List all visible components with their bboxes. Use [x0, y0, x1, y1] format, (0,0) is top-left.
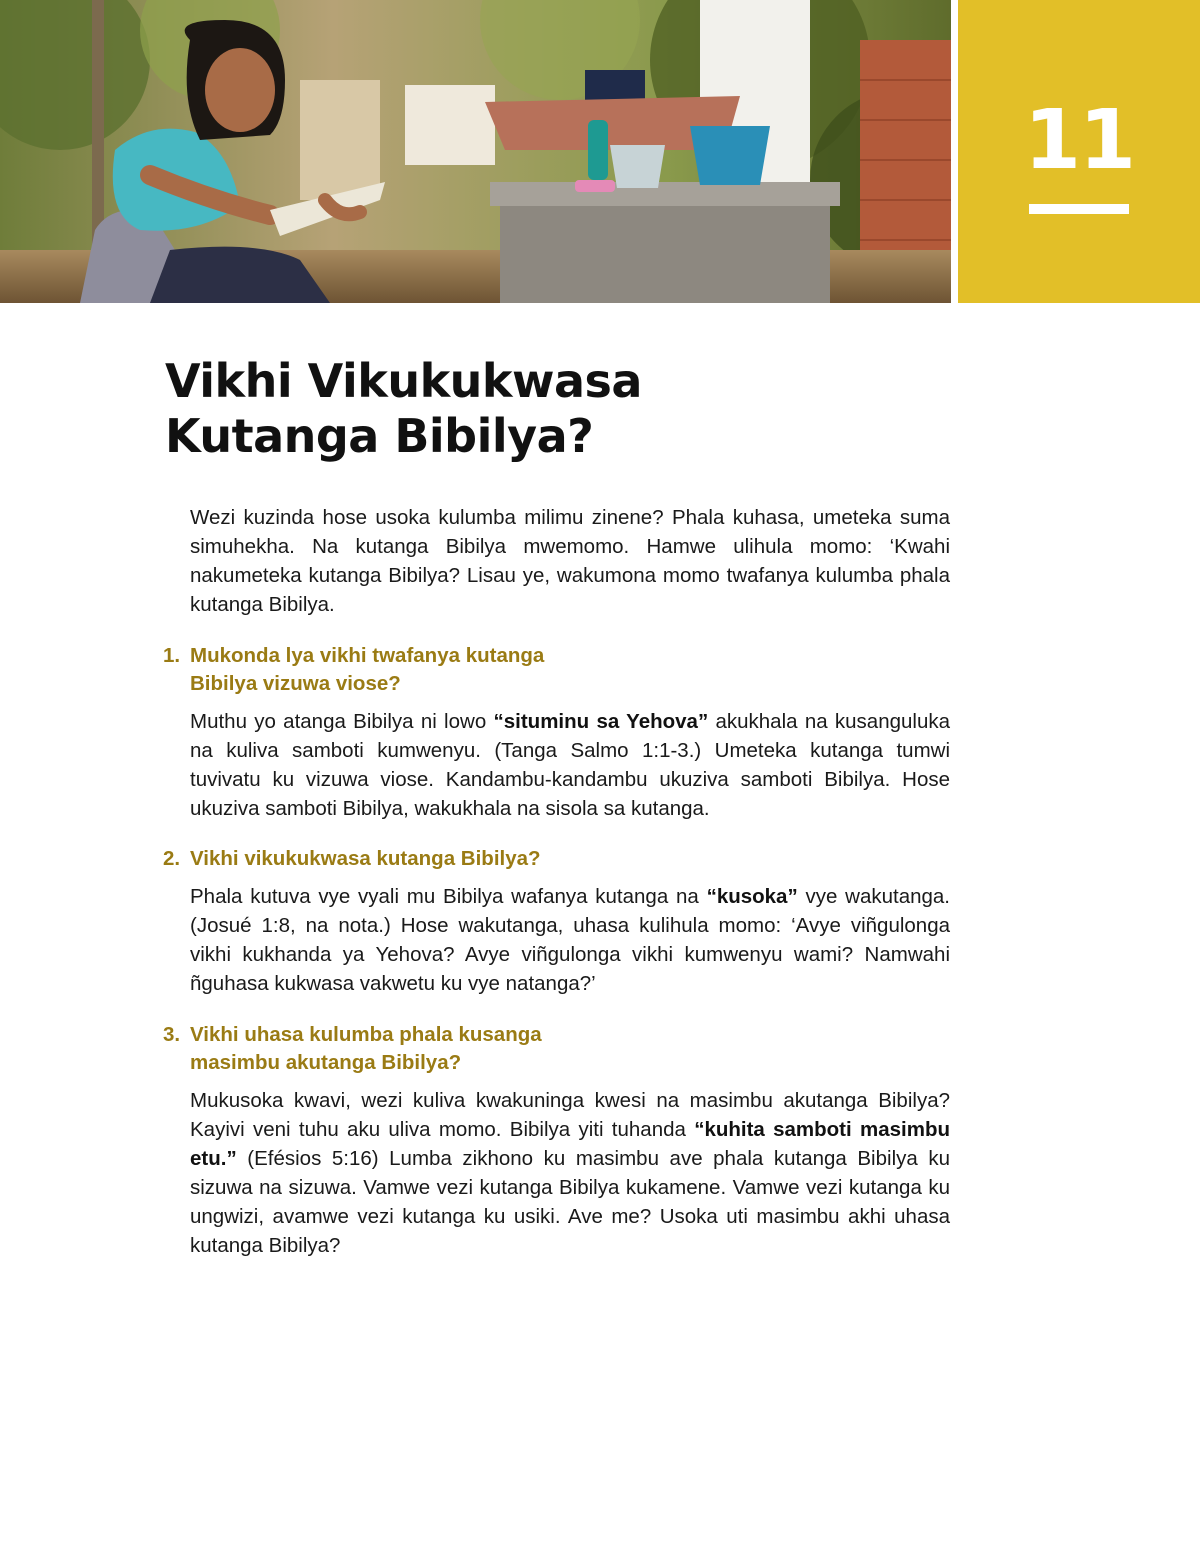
question-text-line2: masimbu akutanga Bibilya? — [190, 1051, 462, 1074]
paragraph-text: vye wakutanga. (Josué 1:8, na nota.) Hose wakutanga, uhasa kulihula momo: ‘Avye viñgulonga vikhi kukhanda ya Yehova? Avye viñgulonga vikhi kumwenyu wami? Namwahi ñguhasa kukwasa vakwetu ku vye natanga?’ — [190, 885, 950, 995]
emphasis-text: “situminu sa Yehova” — [493, 710, 709, 733]
question-heading-2 — [163, 845, 541, 873]
emphasis-text: “kusoka” — [706, 885, 798, 908]
question-heading-1 — [163, 642, 544, 698]
title-line-2: Kutanga Bibilya? — [165, 409, 594, 463]
intro-paragraph: Wezi kuzinda hose usoka kulumba milimu zinene? Phala kuhasa, umeteka suma simuhekha. Na kutanga Bibilya mwemomo. Hamwe ulihula momo: ‘Kwahi nakumeteka kutanga Bibilya? Lisau ye, wakumona momo twafanya kulumba phala kutanga Bibilya. — [190, 506, 950, 616]
paragraph-text: Phala kutuva vye vyali mu Bibilya wafanya kutanga na — [190, 885, 707, 908]
paragraph-text: (Efésios 5:16) Lumba zikhono ku masimbu ave phala kutanga Bibilya ku sizuwa na sizuwa. Vamwe vezi kutanga Bibilya kukamene. Vamwe vezi kutanga ku ungwizi, avamwe vezi kutanga ku usiki. Ave me? Usoka uti masimbu akhi uhasa kutanga Bibilya? — [190, 1147, 950, 1257]
answer-paragraph-3 — [190, 1086, 950, 1260]
page-title — [165, 354, 642, 464]
question-text-line1: Mukonda lya vikhi twafanya kutanga — [190, 644, 545, 667]
paragraph-text: Muthu yo atanga Bibilya ni lowo — [190, 710, 494, 733]
question-number: 2. — [163, 847, 181, 870]
title-line-1: Vikhi Vikukukwasa — [165, 354, 642, 408]
question-text-line2: Bibilya vizuwa viose? — [190, 672, 401, 695]
answer-paragraph-1 — [190, 707, 950, 823]
lesson-number-underline — [1029, 204, 1129, 214]
woman-reading-bible-illustration — [0, 0, 951, 303]
question-text-line1: Vikhi uhasa kulumba phala kusanga — [190, 1023, 542, 1046]
answer-paragraph-2 — [190, 882, 950, 998]
question-heading-3 — [163, 1021, 542, 1077]
lesson-number-box — [958, 0, 1200, 303]
question-text-line1: Vikhi vikukukwasa kutanga Bibilya? — [190, 847, 541, 870]
paragraph-text: Mukusoka kwavi, wezi kuliva kwakuninga kwesi na masimbu akutanga Bibilya? Kayivi veni tuhu aku uliva momo. Bibilya yiti tuhanda — [190, 1089, 950, 1141]
paragraph-text: akukhala na kusanguluka na kuliva samboti kumwenyu. (Tanga Salmo 1:1-3.) Umeteka kutanga tumwi tuvivatu ku vizuwa viose. Kandambu-kandambu ukuziva samboti Bibilya. Hose ukuziva samboti Bibilya, wakukhala na sisola sa kutanga. — [190, 710, 951, 820]
hero-photo — [0, 0, 951, 303]
lesson-number: 11 — [1023, 93, 1135, 188]
question-number: 1. — [163, 644, 181, 667]
emphasis-text: “kuhita samboti masimbu etu.” — [190, 1118, 950, 1170]
question-number: 3. — [163, 1023, 181, 1046]
